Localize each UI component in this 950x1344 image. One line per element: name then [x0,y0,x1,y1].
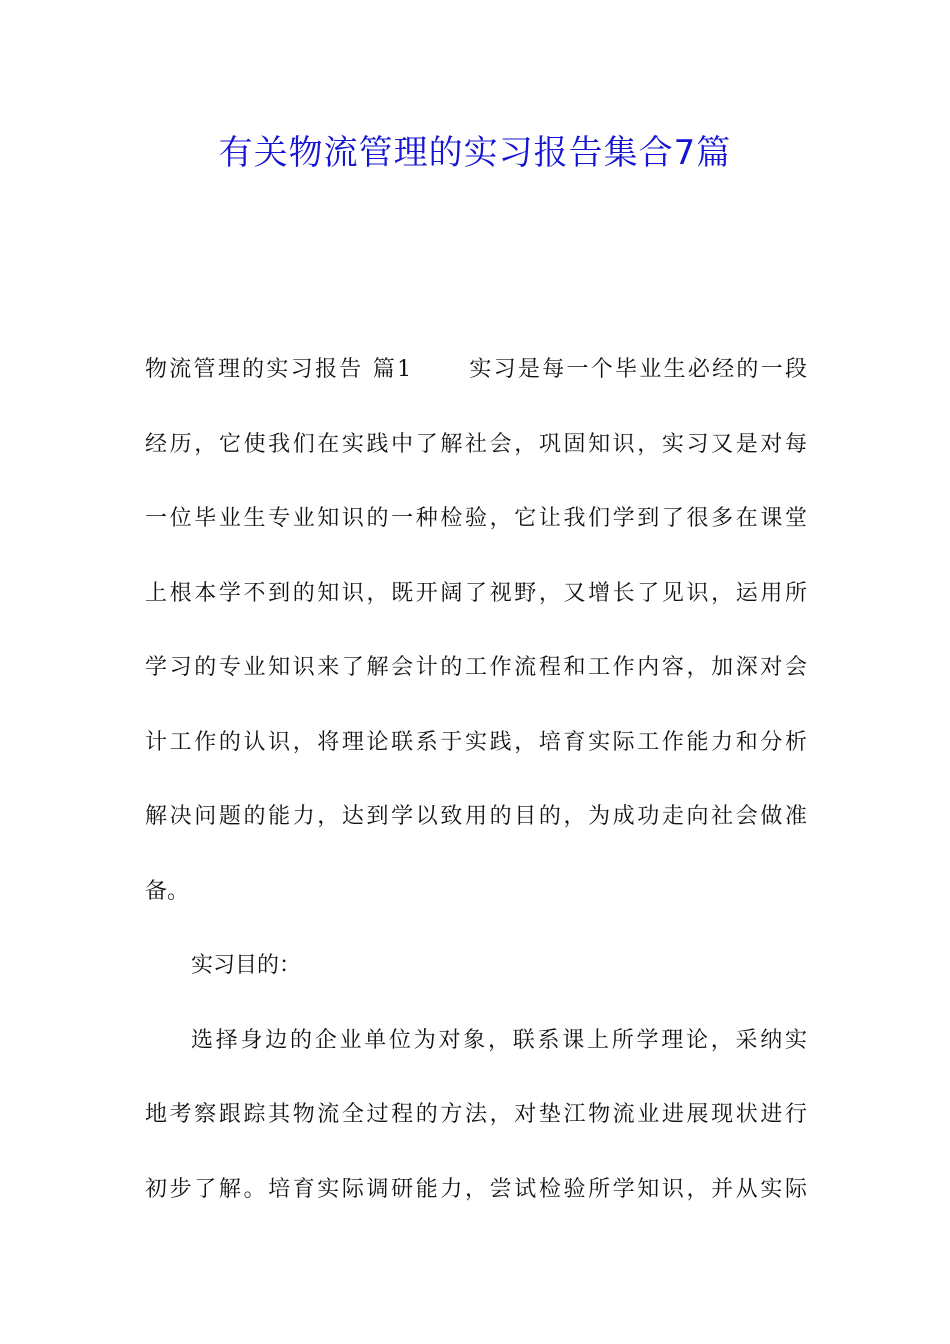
paragraph-line: 上根本学不到的知识，既开阔了视野，又增长了见识，运用所 [145,580,807,606]
paragraph-line: 经历，它使我们在实践中了解社会，巩固知识，实习又是对每 [145,431,807,457]
paragraph-line: 初步了解。培育实际调研能力，尝试检验所学知识，并从实际 [145,1176,807,1202]
section-heading: 物流管理的实习报告 篇1 [145,357,412,382]
paragraph-line: 备。 [145,878,190,904]
paragraph-line: 一位毕业生专业知识的一种检验，它让我们学到了很多在课堂 [145,506,807,531]
subheading: 实习目的： [191,953,302,978]
paragraph-line: 地考察跟踪其物流全过程的方法，对垫江物流业进展现状进行 [145,1102,807,1127]
paragraph-line: 学习的专业知识来了解会计的工作流程和工作内容，加深对会 [145,655,807,680]
paragraph-line: 选择身边的企业单位为对象，联系课上所学理论，采纳实 [191,1027,807,1053]
document-body [145,333,807,1227]
paragraph-line [145,333,807,408]
document-title: 有关物流管理的实习报告集合7篇 [218,133,732,173]
paragraph-line: 计工作的认识，将理论联系于实践，培育实际工作能力和分析 [145,729,807,755]
paragraph-text: 实习是每一个毕业生必经的一段 [467,357,807,382]
paragraph-line: 解决问题的能力，达到学以致用的目的，为成功走向社会做准 [145,804,807,829]
